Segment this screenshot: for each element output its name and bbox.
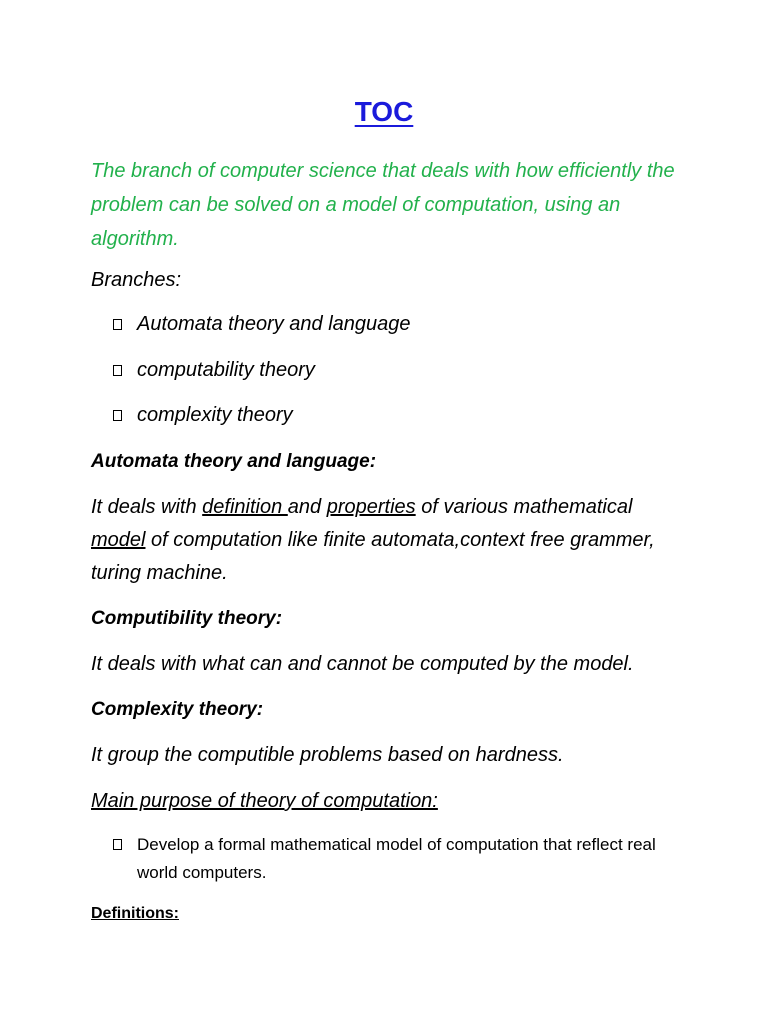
automata-paragraph	[91, 491, 691, 590]
bullet-box-icon	[113, 410, 122, 421]
intro-paragraph: The branch of computer science that deals with how efficiently the problem can be solved on a model of computation, using an algorithm.	[91, 160, 675, 250]
automata-underline-model: model	[91, 529, 146, 551]
bullet-box-icon	[113, 365, 122, 376]
branch-item-text: Automata theory and language	[137, 313, 411, 335]
complexity-heading: Complexity theory:	[91, 699, 264, 720]
complexity-paragraph: It group the computible problems based on hardness.	[91, 744, 564, 766]
branch-item-text: computability theory	[137, 359, 315, 381]
page-title: TOC	[354, 96, 414, 127]
purpose-heading: Main purpose of theory of computation:	[91, 790, 438, 812]
automata-text-3: of various mathematical	[415, 496, 633, 518]
automata-text-4: of computation like finite automata,context free grammer, turing machine.	[91, 529, 655, 584]
purpose-list-item	[113, 831, 697, 887]
computability-paragraph: It deals with what can and cannot be computed by the model.	[91, 653, 634, 675]
branch-list-item	[113, 357, 315, 383]
automata-text-1: It deals with	[91, 496, 203, 518]
bullet-box-icon	[113, 319, 122, 330]
branch-list-item	[113, 402, 293, 428]
branch-list-item	[113, 311, 411, 337]
definitions-heading: Definitions:	[91, 905, 179, 922]
automata-underline-properties: properties	[326, 496, 416, 518]
automata-text-2: and	[287, 496, 327, 518]
branch-item-text: complexity theory	[137, 404, 293, 426]
computability-heading: Computibility theory:	[91, 608, 283, 629]
automata-underline-definition: definition	[202, 496, 288, 518]
automata-heading: Automata theory and language:	[91, 451, 377, 472]
branches-label: Branches:	[91, 269, 182, 291]
purpose-item-text: Develop a formal mathematical model of computation that reflect real world computers.	[137, 835, 656, 882]
bullet-box-icon	[113, 839, 122, 850]
